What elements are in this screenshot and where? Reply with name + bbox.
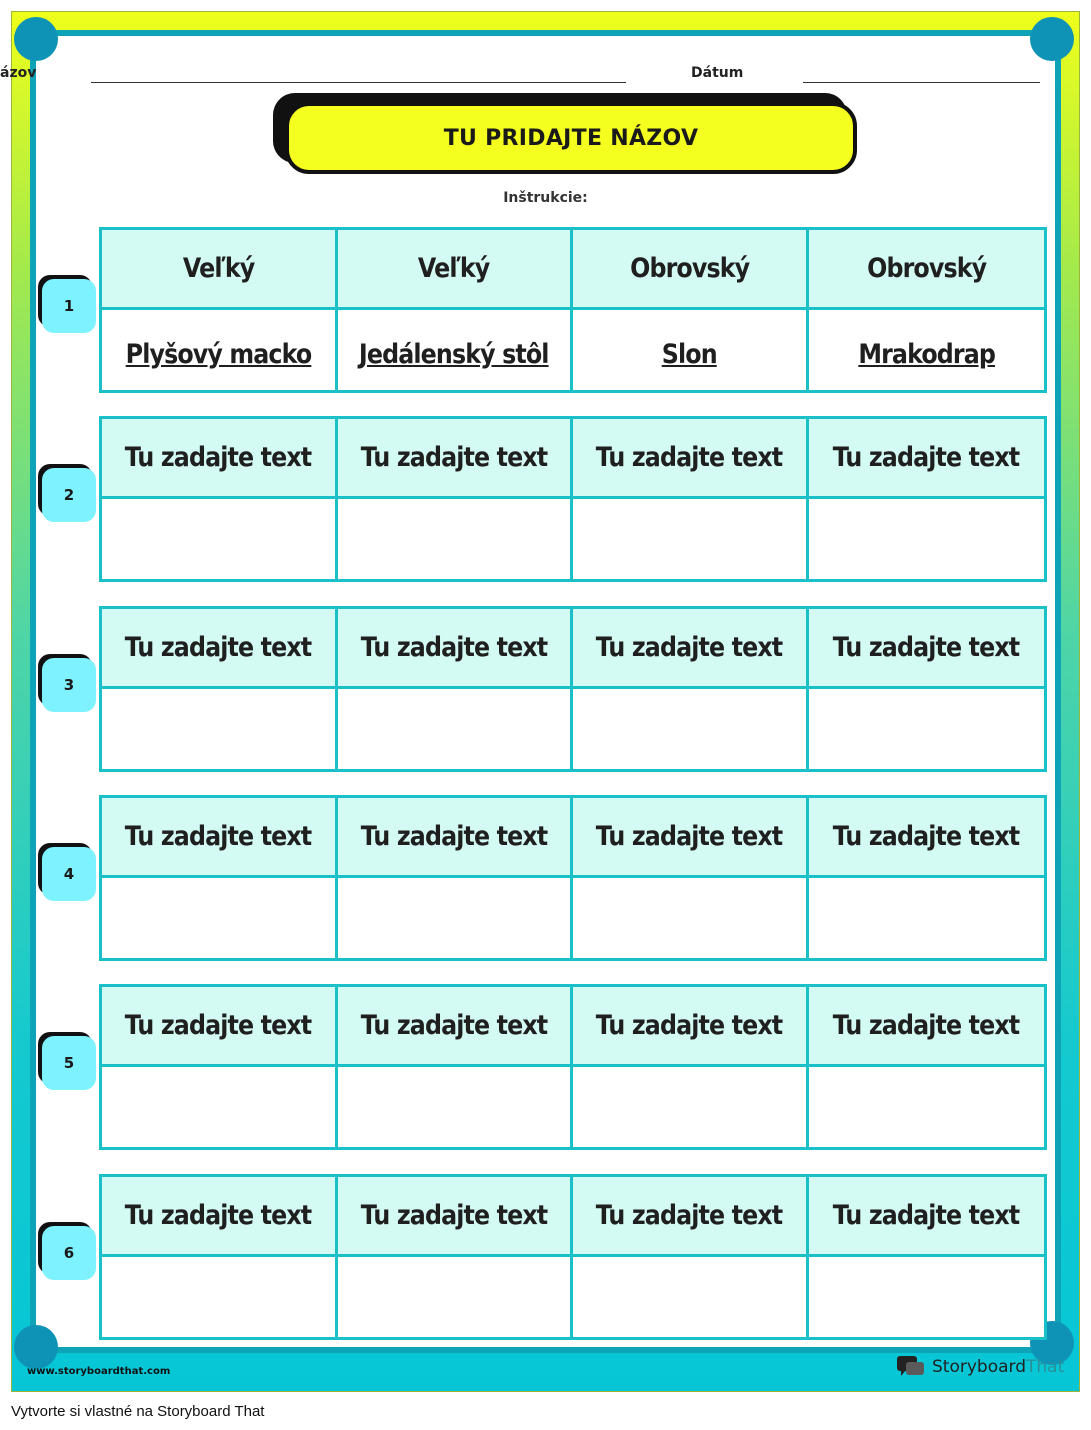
answer-cell[interactable] — [338, 1067, 574, 1147]
instructions-label: Inštrukcie: — [503, 190, 588, 206]
answer-cell[interactable] — [809, 310, 1045, 390]
answer-cell-text: Mrakodrap — [857, 339, 995, 370]
date-label: Dátum — [691, 65, 744, 81]
name-line[interactable] — [91, 82, 626, 83]
header-cell-text: Tu zadajte text — [124, 632, 312, 663]
answer-cell[interactable] — [809, 689, 1045, 769]
header-cell-text: Tu zadajte text — [360, 632, 548, 663]
header-cell[interactable] — [338, 1177, 574, 1257]
header-cell[interactable] — [102, 1177, 338, 1257]
row-number-tab: 4 — [42, 847, 96, 901]
row-grid-6 — [99, 1174, 1047, 1340]
header-cell-text: Tu zadajte text — [832, 632, 1020, 663]
answer-cell[interactable] — [573, 689, 809, 769]
row-grid-3 — [99, 606, 1047, 772]
header-cell-text: Tu zadajte text — [595, 821, 783, 852]
header-cell[interactable] — [338, 419, 574, 499]
answer-cell-text: Slon — [661, 339, 717, 370]
answer-cell[interactable] — [573, 310, 809, 390]
row-number-tab: 1 — [42, 279, 96, 333]
header-cell-text: Tu zadajte text — [124, 821, 312, 852]
header-cell-text: Tu zadajte text — [832, 442, 1020, 473]
answer-cell[interactable] — [809, 1067, 1045, 1147]
footer-url[interactable]: www.storyboardthat.com — [27, 1366, 171, 1377]
corner-dot-top-right — [1030, 17, 1074, 61]
row-grid-1 — [99, 227, 1047, 393]
header-cell[interactable] — [102, 987, 338, 1067]
corner-dot-bottom-left — [14, 1325, 58, 1369]
answer-cell[interactable] — [338, 689, 574, 769]
header-cell[interactable] — [102, 609, 338, 689]
row-number-tab: 6 — [42, 1226, 96, 1280]
header-cell[interactable] — [809, 609, 1045, 689]
answer-cell[interactable] — [102, 310, 338, 390]
answer-cell[interactable] — [338, 1257, 574, 1337]
answer-cell[interactable] — [573, 1257, 809, 1337]
header-cell[interactable] — [809, 798, 1045, 878]
header-cell[interactable] — [573, 1177, 809, 1257]
answer-cell[interactable] — [573, 499, 809, 579]
header-cell[interactable] — [809, 230, 1045, 310]
answer-cell[interactable] — [809, 1257, 1045, 1337]
header-cell-text: Veľký — [182, 253, 254, 284]
header-cell-text: Tu zadajte text — [360, 1010, 548, 1041]
answer-cell[interactable] — [102, 1067, 338, 1147]
header-cell[interactable] — [338, 987, 574, 1067]
brand-name-primary: Storyboard — [932, 1357, 1026, 1377]
header-cell-text: Tu zadajte text — [595, 1010, 783, 1041]
header-cell[interactable] — [809, 987, 1045, 1067]
answer-cell[interactable] — [102, 499, 338, 579]
header-cell[interactable] — [573, 609, 809, 689]
header-cell-text: Obrovský — [629, 253, 749, 284]
answer-cell[interactable] — [338, 878, 574, 958]
answer-cell-text: Plyšový macko — [125, 339, 312, 370]
row-grid-4 — [99, 795, 1047, 961]
corner-dot-top-left — [14, 17, 58, 61]
header-cell-text: Tu zadajte text — [832, 1010, 1020, 1041]
brand-name-secondary: That — [1026, 1357, 1065, 1377]
answer-cell[interactable] — [573, 878, 809, 958]
header-cell[interactable] — [338, 798, 574, 878]
header-cell-text: Tu zadajte text — [360, 1200, 548, 1231]
header-cell[interactable] — [102, 230, 338, 310]
header-cell[interactable] — [809, 419, 1045, 499]
row-number-tab: 3 — [42, 658, 96, 712]
row-grid-5 — [99, 984, 1047, 1150]
header-cell-text: Tu zadajte text — [124, 1010, 312, 1041]
header-cell[interactable] — [338, 609, 574, 689]
header-cell-text: Obrovský — [866, 253, 986, 284]
header-cell[interactable] — [573, 798, 809, 878]
header-cell-text: Tu zadajte text — [124, 442, 312, 473]
header-cell-text: Tu zadajte text — [595, 1200, 783, 1231]
header-cell[interactable] — [102, 798, 338, 878]
header-cell[interactable] — [102, 419, 338, 499]
answer-cell[interactable] — [338, 310, 574, 390]
answer-cell[interactable] — [809, 499, 1045, 579]
page-title: TU PRIDAJTE NÁZOV — [443, 125, 699, 151]
header-cell[interactable] — [573, 987, 809, 1067]
answer-cell[interactable] — [102, 689, 338, 769]
header-cell-text: Tu zadajte text — [832, 821, 1020, 852]
answer-cell[interactable] — [102, 878, 338, 958]
header-cell[interactable] — [809, 1177, 1045, 1257]
answer-cell[interactable] — [102, 1257, 338, 1337]
header-cell-text: Tu zadajte text — [832, 1200, 1020, 1231]
header-cell[interactable] — [573, 419, 809, 499]
brand-name — [932, 1357, 1064, 1377]
row-number-tab: 5 — [42, 1036, 96, 1090]
header-cell-text: Tu zadajte text — [360, 442, 548, 473]
header-cell-text: Tu zadajte text — [595, 632, 783, 663]
name-label: ázov — [0, 65, 37, 81]
header-cell-text: Veľký — [417, 253, 490, 284]
row-number-tab: 2 — [42, 468, 96, 522]
answer-cell-text: Jedálenský stôl — [358, 339, 549, 370]
credit-text: Vytvorte si vlastné na Storyboard That — [11, 1403, 265, 1420]
header-cell-text: Tu zadajte text — [124, 1200, 312, 1231]
header-cell-text: Tu zadajte text — [360, 821, 548, 852]
title-banner[interactable] — [285, 102, 857, 174]
header-cell[interactable] — [573, 230, 809, 310]
speech-bubble-icon — [896, 1355, 926, 1379]
row-grid-2 — [99, 416, 1047, 582]
answer-cell[interactable] — [809, 878, 1045, 958]
header-cell[interactable] — [338, 230, 574, 310]
answer-cell[interactable] — [338, 499, 574, 579]
storyboard-that-logo[interactable] — [896, 1354, 1064, 1380]
answer-cell[interactable] — [573, 1067, 809, 1147]
header-cell-text: Tu zadajte text — [595, 442, 783, 473]
date-line[interactable] — [803, 82, 1040, 83]
